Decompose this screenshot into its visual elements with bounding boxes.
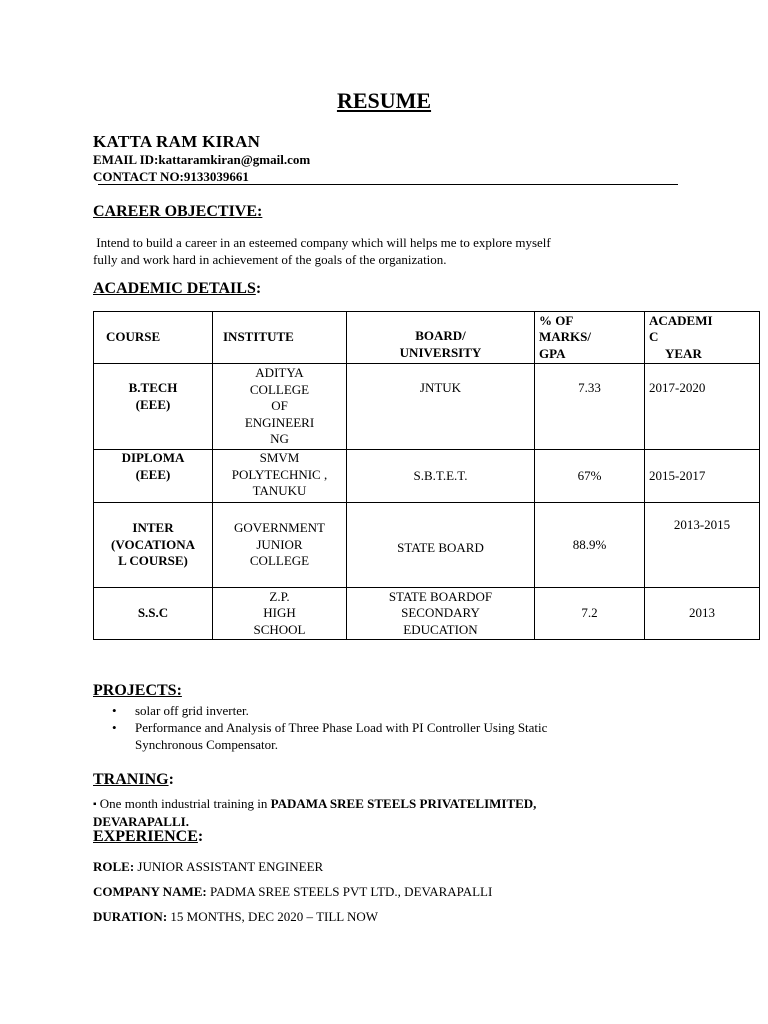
- table-row: [94, 450, 760, 503]
- career-objective-line-1: Intend to build a career in an esteemed company which will helps me to explore myself: [93, 235, 551, 250]
- projects-heading: [93, 682, 182, 700]
- training-heading-colon: :: [168, 771, 174, 788]
- experience-duration: [93, 909, 378, 925]
- experience-company: [93, 884, 492, 900]
- institute-line: SCHOOL: [253, 621, 306, 637]
- table-row: [94, 503, 760, 588]
- course-line: L COURSE): [118, 553, 188, 569]
- institute-line: NG: [270, 431, 289, 447]
- training-heading: [93, 771, 174, 789]
- academic-details-heading: [93, 280, 261, 298]
- header-board-line-1: BOARD/: [415, 328, 466, 343]
- table-row: [94, 364, 760, 450]
- header-marks-line-2: MARKS/: [539, 329, 591, 345]
- academic-table-header-row: [94, 312, 760, 364]
- institute-line: HIGH: [263, 605, 296, 621]
- board-line: S.B.T.E.T.: [413, 467, 468, 483]
- institute-line: POLYTECHNIC ,: [231, 466, 328, 482]
- project-continuation: Synchronous Compensator.: [135, 737, 278, 752]
- course-line: (VOCATIONA: [111, 536, 195, 552]
- academic-table: [93, 311, 760, 640]
- header-marks: [535, 312, 645, 364]
- course-line: S.S.C: [137, 605, 169, 621]
- institute-line: OF: [271, 398, 288, 414]
- email-line: EMAIL ID:kattaramkiran@gmail.com: [93, 152, 311, 167]
- institute-line: COLLEGE: [249, 381, 310, 397]
- training-heading-text: TRANING: [93, 771, 169, 788]
- institute-line: Z.P.: [269, 588, 290, 604]
- contact-line: CONTACT NO:9133039661: [93, 169, 249, 184]
- experience-heading-text: EXPERIENCE: [93, 828, 198, 845]
- course-line: (EEE): [135, 466, 171, 482]
- experience-role: [93, 859, 323, 875]
- institute-line: JUNIOR: [256, 536, 303, 552]
- training-text: [93, 795, 713, 830]
- header-marks-line-3: GPA: [539, 345, 566, 361]
- role-label: ROLE:: [93, 859, 135, 874]
- career-objective-heading-text: CAREER OBJECTIVE:: [93, 203, 263, 220]
- academic-details-heading-colon: :: [255, 280, 262, 297]
- institute-line: COLLEGE: [249, 553, 310, 569]
- board-line: SECONDARY: [401, 605, 480, 621]
- training-plain: One month industrial training in: [96, 796, 271, 811]
- training-location: DEVARAPALLI.: [93, 814, 189, 829]
- experience-heading: [93, 828, 203, 846]
- header-divider: [98, 184, 678, 185]
- list-item: • Performance and Analysis of Three Phase Load with PI Controller Using Static: [93, 719, 713, 736]
- header-year-line-3: YEAR: [665, 345, 702, 361]
- row-btech-year: 2017-2020: [645, 364, 760, 450]
- career-objective-heading: [93, 203, 262, 221]
- table-row: [94, 588, 760, 640]
- role-value: JUNIOR ASSISTANT ENGINEER: [134, 859, 324, 874]
- institute-line: SMVM: [259, 450, 300, 465]
- course-line: (EEE): [135, 396, 171, 412]
- row-btech-course: [94, 364, 213, 450]
- course-line: B.TECH: [128, 380, 178, 395]
- row-diploma-marks: 67%: [535, 450, 645, 503]
- row-btech-institute: [213, 364, 347, 450]
- row-btech-marks: 7.33: [535, 364, 645, 450]
- board-line: EDUCATION: [403, 621, 478, 637]
- header-institute: INSTITUTE: [213, 312, 347, 364]
- square-bullet-icon: ▪: [93, 799, 97, 810]
- row-ssc-institute: [213, 588, 347, 640]
- header-year-line-2: C: [649, 329, 659, 345]
- company-label: COMPANY NAME:: [93, 884, 207, 899]
- row-inter-year: 2013-2015: [645, 503, 760, 588]
- board-line: JNTUK: [419, 380, 462, 395]
- header-board: [347, 312, 535, 364]
- row-diploma-year: 2015-2017: [645, 450, 760, 503]
- row-diploma-institute: [213, 450, 347, 503]
- header-marks-line-1: % OF: [539, 312, 574, 328]
- resume-title: RESUME: [336, 88, 432, 113]
- row-ssc-marks: 7.2: [535, 588, 645, 640]
- row-inter-marks: 88.9%: [535, 503, 645, 588]
- board-line: STATE BOARD: [397, 539, 484, 555]
- header-board-line-2: UNIVERSITY: [399, 344, 482, 360]
- career-objective-text: [93, 234, 673, 268]
- institute-line: TANUKU: [252, 483, 307, 498]
- row-ssc-course: [94, 588, 213, 640]
- course-line: INTER: [132, 520, 174, 536]
- duration-label: DURATION:: [93, 909, 168, 924]
- row-btech-board: [347, 364, 535, 450]
- header-course: COURSE: [94, 312, 213, 364]
- board-line: STATE BOARDOF: [388, 588, 493, 604]
- experience-heading-colon: :: [197, 828, 204, 845]
- projects-heading-text: PROJECTS:: [93, 682, 182, 699]
- row-inter-board: [347, 503, 535, 588]
- row-inter-course: [94, 503, 213, 588]
- institute-line: ADITYA: [255, 365, 304, 381]
- projects-list: [93, 702, 713, 753]
- company-value: PADMA SREE STEELS PVT LTD., DEVARAPALLI: [206, 884, 493, 899]
- row-inter-institute: [213, 503, 347, 588]
- row-diploma-board: [347, 450, 535, 503]
- academic-details-heading-text: ACADEMIC DETAILS: [93, 280, 256, 297]
- career-objective-line-2: fully and work hard in achievement of the goals of the organization.: [93, 252, 447, 267]
- row-ssc-year: 2013: [645, 588, 760, 640]
- training-company: PADAMA SREE STEELS PRIVATELIMITED,: [270, 796, 537, 811]
- header-year-line-1: ACADEMI: [649, 312, 713, 328]
- list-item: • solar off grid inverter.: [93, 702, 713, 719]
- institute-line: ENGINEERI: [244, 414, 315, 430]
- row-diploma-course: [94, 450, 213, 503]
- candidate-name: KATTA RAM KIRAN: [93, 132, 261, 151]
- institute-line: GOVERNMENT: [234, 520, 325, 536]
- row-ssc-board: [347, 588, 535, 640]
- header-year: [645, 312, 760, 364]
- duration-value: 15 MONTHS, DEC 2020 – TILL NOW: [167, 909, 379, 924]
- course-line: DIPLOMA: [121, 450, 185, 465]
